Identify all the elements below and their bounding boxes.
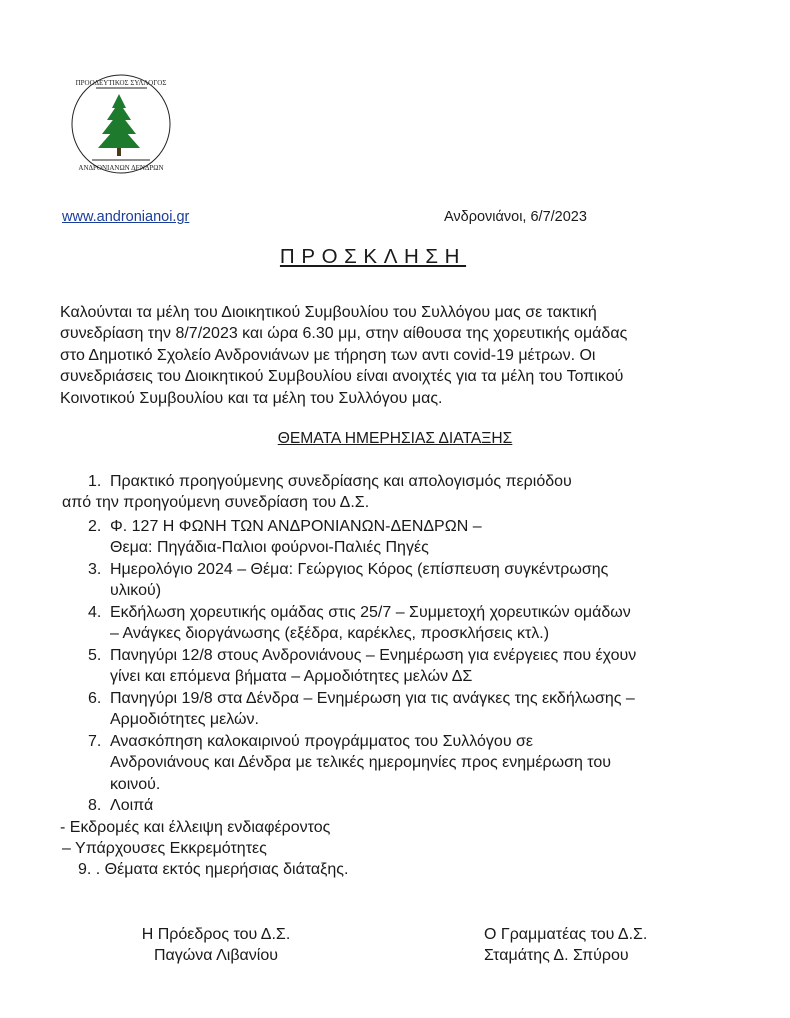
- intro-line: Κοινοτικού Συμβουλίου και τα μέλη του Συλλόγου μας.: [60, 389, 443, 407]
- intro-line: στο Δημοτικό Σχολείο Ανδρονιάνων με τήρηση των αντι covid-19 μέτρων. Οι: [60, 346, 596, 364]
- agenda-item-text: Θεμα: Πηγάδια-Παλιοι φούρνοι-Παλιές Πηγές: [110, 539, 429, 557]
- agenda-subitem: – Υπάρχουσες Εκκρεμότητες: [62, 840, 267, 857]
- intro-line: συνεδριάσεις του Διοικητικού Συμβουλίου είναι ανοιχτές για τα μέλη του Τοπικού: [60, 368, 624, 386]
- logo-seal: [62, 74, 180, 174]
- place-date: Ανδρονιάνοι, 6/7/2023: [444, 209, 587, 225]
- signature-role: Η Πρόεδρος του Δ.Σ.: [141, 926, 291, 943]
- agenda-item-text: Αρμοδιότητες μελών.: [110, 711, 259, 729]
- intro-line: συνεδρίαση την 8/7/2023 και ώρα 6.30 μμ, στην αίθουσα της χορευτικής ομάδας: [60, 325, 628, 343]
- website-link[interactable]: www.andronianoi.gr: [62, 209, 190, 225]
- association-logo: [62, 74, 180, 174]
- signature-left: [118, 924, 314, 967]
- agenda-item-number: 8.: [88, 797, 102, 814]
- agenda-item-number: 7.: [88, 733, 102, 750]
- agenda-item-text: Εκδήλωση χορευτικής ομάδας στις 25/7 – Συμμετοχή χορευτικών ομάδων: [110, 604, 631, 621]
- signature-name: Παγώνα Λιβανίου: [153, 947, 278, 965]
- agenda-item-text: Λοιπά: [110, 797, 154, 814]
- agenda-item-text: κοινού.: [110, 775, 161, 793]
- agenda-item: 9. . Θέματα εκτός ημερήσιας διάταξης.: [78, 861, 349, 878]
- signature-right: [484, 924, 694, 967]
- agenda-item-text: από την προηγούμενη συνεδρίαση του Δ.Σ.: [62, 494, 370, 512]
- signature-name: Σταμάτης Δ. Σπύρου: [484, 947, 629, 965]
- agenda-item-text: Ανασκόπηση καλοκαιρινού προγράμματος του Συλλόγου σε: [110, 733, 534, 750]
- signature-role: Ο Γραμματέας του Δ.Σ.: [484, 926, 648, 943]
- agenda-item-text: Πανηγύρι 12/8 στους Ανδρονιάνους – Ενημέρωση για ενέργειες που έχουν: [110, 647, 637, 664]
- agenda-item: [0, 471, 790, 515]
- agenda-item-text: γίνει και επόμενα βήματα – Αρμοδιότητες μελών ΔΣ: [110, 668, 473, 686]
- agenda-item-number: 5.: [88, 647, 102, 664]
- agenda-item-text: Ημερολόγιο 2024 – Θέμα: Γεώργιος Κόρος (επίσπευση συγκέντρωσης: [110, 561, 609, 578]
- agenda-item-text: Πανηγύρι 19/8 στα Δένδρα – Ενημέρωση για τις ανάγκες της εκδήλωσης –: [110, 690, 635, 707]
- agenda-subitem: - Εκδρομές και έλλειψη ενδιαφέροντος: [60, 819, 331, 836]
- agenda-item-text: Ανδρονιάνους και Δένδρα με τελικές ημερομηνίες προς ενημέρωση του: [110, 754, 612, 772]
- logo-text-bottom: ΑΝΔΡΟΝΙΑΝΩΝ ΔΕΝΔΡΩΝ: [78, 164, 164, 172]
- agenda-item-text: – Ανάγκες διοργάνωσης (εξέδρα, καρέκλες, προσκλήσεις κτλ.): [110, 625, 550, 643]
- agenda-item-text: Πρακτικό προηγούμενης συνεδρίασης και απολογισμός περιόδου: [110, 473, 572, 490]
- logo-text-top: ΠΡΟΟΔΕΥΤΙΚΟΣ ΣΥΛΛΟΓΟΣ: [75, 79, 167, 87]
- document-title: ΠΡΟΣΚΛΗΣΗ: [279, 245, 467, 268]
- fir-tree-icon: [98, 94, 140, 156]
- agenda-item-text: υλικού): [110, 582, 162, 600]
- agenda-item-number: 4.: [88, 604, 102, 621]
- intro-line: Καλούνται τα μέλη του Διοικητικού Συμβουλίου του Συλλόγου μας σε τακτική: [60, 304, 597, 321]
- agenda-item-number: 3.: [88, 561, 102, 578]
- agenda-item-number: 1.: [88, 473, 102, 490]
- agenda-item-number: 6.: [88, 690, 102, 707]
- agenda-item-text: Φ. 127 Η ΦΩΝΗ ΤΩΝ ΑΝΔΡΟΝΙΑΝΩΝ-ΔΕΝΔΡΩΝ –: [110, 518, 482, 535]
- agenda-item-number: 2.: [88, 518, 102, 535]
- intro-paragraph: [60, 302, 740, 409]
- agenda-heading: ΘΕΜΑΤΑ ΗΜΕΡΗΣΙΑΣ ΔΙΑΤΑΞΗΣ: [277, 430, 513, 447]
